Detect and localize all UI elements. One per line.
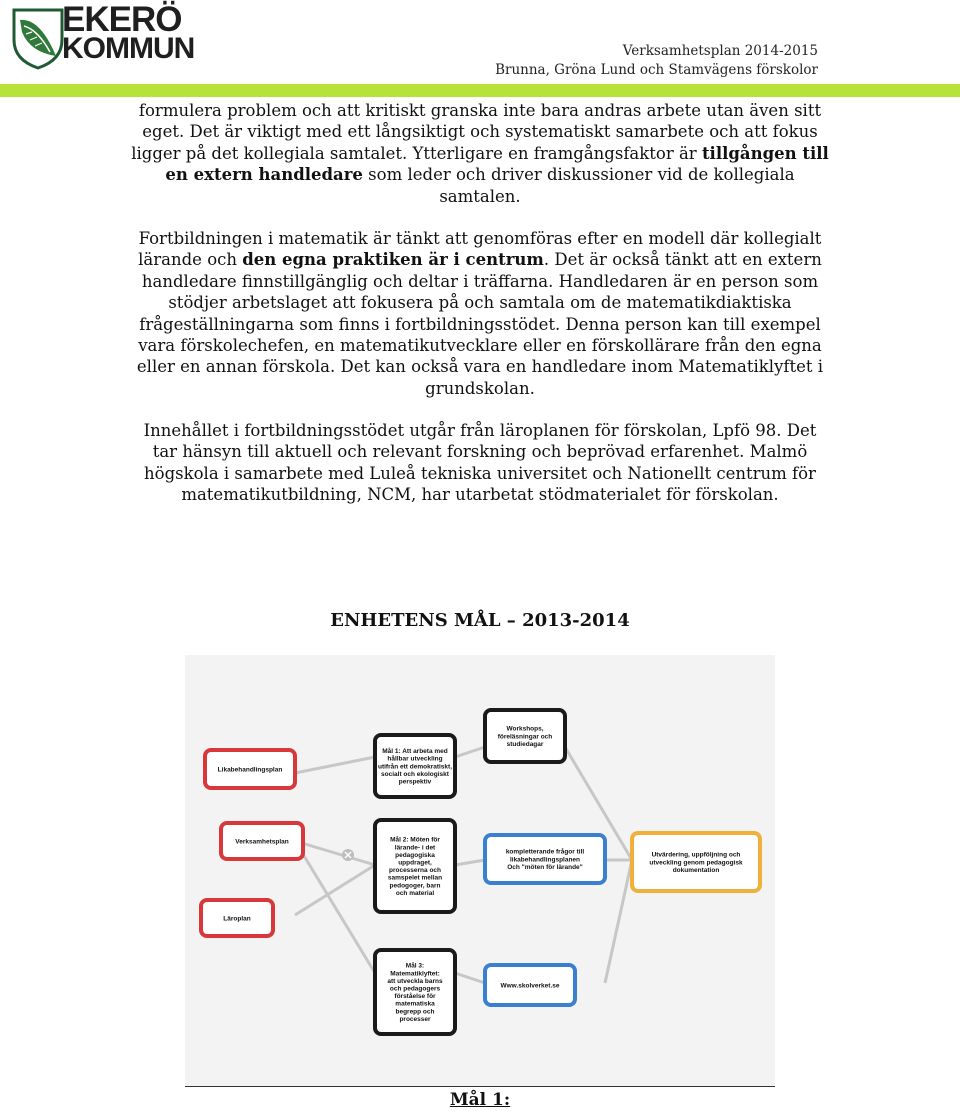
logo-line-1: EKERÖ	[62, 0, 182, 39]
node-label: processer	[399, 1015, 431, 1023]
node-label: processerna och	[388, 867, 442, 875]
node-label: perspektiv	[398, 778, 432, 786]
paragraph-2	[130, 228, 830, 399]
node-kompletterande	[485, 835, 605, 883]
goals-mind-map	[185, 655, 775, 1087]
node-label: begrepp och	[395, 1008, 435, 1016]
goal-1-heading: Mål 1:	[449, 1090, 511, 1110]
node-label: utveckling genom pedagogisk	[649, 859, 743, 867]
node-verksamhetsplan	[221, 823, 303, 859]
node-likabehandling	[205, 750, 295, 788]
document-title: Verksamhetsplan 2014-2015	[622, 43, 818, 59]
node-label: likabehandlingsplanen	[509, 856, 581, 864]
node-utvardering	[632, 833, 760, 891]
node-label: pedogoger, barn	[389, 882, 441, 890]
node-label: Mål 3:	[405, 962, 425, 970]
node-label: Mål 2: Möten för	[390, 836, 440, 844]
diagram-baseline	[185, 1086, 775, 1087]
mind-map-svg	[185, 655, 775, 1087]
node-label: Matematiklyftet:	[390, 970, 440, 978]
node-label: förståelse för	[394, 993, 436, 1001]
section-heading: ENHETENS MÅL – 2013-2014	[330, 610, 630, 631]
paragraph-2-text-a: Fortbildningen i matematik är tänkt att genomföras efter en modell där kollegialt lärande och	[138, 229, 822, 270]
node-label: pedagogiska	[395, 851, 435, 859]
node-label: utifrån ett demokratiskt,	[377, 763, 453, 771]
header-accent-bar	[0, 84, 960, 97]
node-label: och material	[395, 889, 435, 897]
page-header	[0, 0, 960, 84]
node-label: Workshops,	[506, 725, 544, 733]
document-header-info	[495, 42, 818, 80]
node-label: och pedagogers	[389, 985, 441, 993]
node-label: Www.skolverket.se	[500, 982, 560, 990]
node-label: att utveckla barns	[387, 977, 443, 985]
node-label: Mål 1: Att arbeta med	[382, 748, 448, 756]
node-label: dokumentation	[672, 866, 720, 874]
logo-line-2: KOMMUN	[62, 32, 195, 65]
paragraph-2-bold: den egna praktiken är i centrum	[242, 250, 544, 270]
node-mal2	[375, 820, 455, 912]
paragraph-1-text-c: som leder och driver diskussioner vid de kollegiala samtalen.	[362, 165, 795, 206]
paragraph-3: Innehållet i fortbildningsstödet utgår från läroplanen för förskolan, Lpfö 98. Det tar hänsyn till aktuell och relevant forskning och beprövad erfarenhet. Malmö högskola i samarbete med Luleå tekniska universitet och Nationellt centrum för matematikutbildning, NCM, har utarbetat stödmaterialet för förskolan.	[143, 421, 817, 505]
node-label: Likabehandlingsplan	[217, 766, 283, 774]
node-skolverket	[485, 965, 575, 1005]
node-label: Utvärdering, uppföljning och	[651, 851, 741, 859]
node-label: Och "möten för lärande"	[507, 863, 583, 871]
node-workshops	[485, 710, 565, 762]
node-mal3	[375, 950, 455, 1034]
node-label: kompletterande frågor till	[505, 848, 585, 856]
ekero-kommun-logo	[10, 6, 70, 70]
node-label: matematiska	[395, 1000, 435, 1008]
node-label: socialt och ekologiskt	[381, 770, 449, 778]
node-label: Läroplan	[223, 915, 251, 923]
node-laroplan	[201, 900, 273, 936]
node-label: samspelet mellan	[387, 874, 443, 882]
paragraph-1	[130, 100, 830, 207]
node-label: lärande- i det	[394, 844, 436, 852]
node-mal1	[375, 735, 455, 797]
node-label: hållbar utveckling	[387, 755, 443, 763]
node-label: uppdraget,	[398, 859, 432, 867]
node-label: Verksamhetsplan	[235, 838, 289, 846]
node-label: föreläsningar och	[497, 733, 553, 741]
paragraph-1-bold: tillgången till en extern handledare	[165, 143, 829, 185]
document-subtitle: Brunna, Gröna Lund och Stamvägens förskolor	[495, 62, 818, 78]
node-label: studiedagar	[506, 740, 544, 748]
paragraph-2-text-c: . Det är också tänkt att en extern handledare finnstillgänglig och deltar i träffarna. Handledaren är en person som stödjer arbetslaget att fokusera på och samtala om de matematikdiaktiska frågeställningarna som finns i fortbildningsstödet. Denna person kan till exempel vara förskolechefen, en matematikutvecklare eller en förskollärare från den egna eller en annan förskola. Det kan också vara en handledare inom Matematiklyftet i grundskolan.	[136, 250, 824, 398]
paragraph-1-text-a: formulera problem och att kritiskt granska inte bara andras arbete utan även sitt eget. Det är viktigt med ett långsiktigt och systematiskt samarbete och att fokus ligger på det kollegiala samtalet. Ytterligare en framgångsfaktor är	[131, 101, 822, 163]
